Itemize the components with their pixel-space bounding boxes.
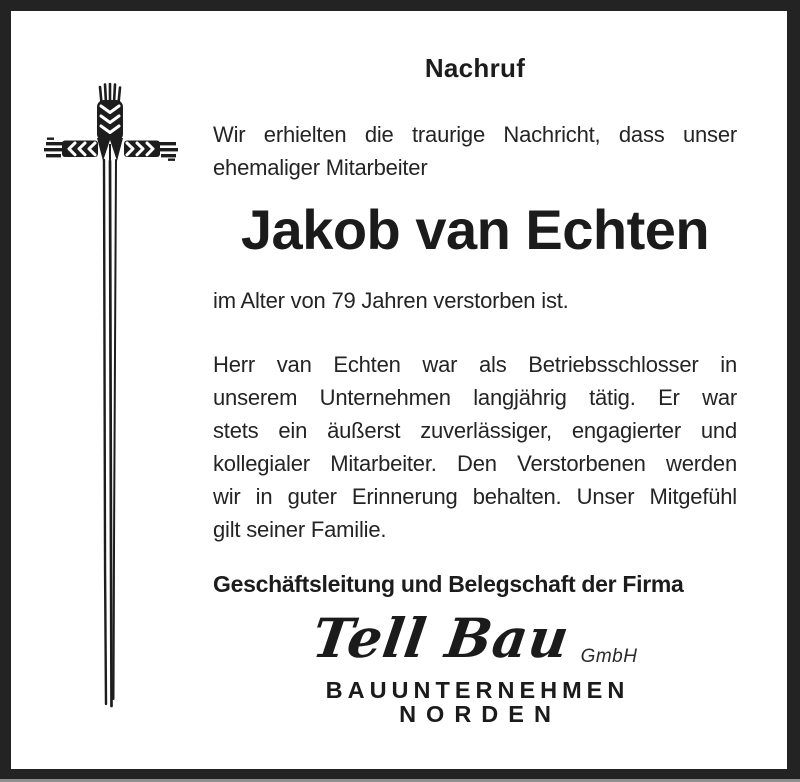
tribute-line: wir in guter Erinnerung behalten. Unser Mitgefühl xyxy=(213,484,737,509)
company-legal-form: GmbH xyxy=(580,646,638,667)
tribute-line: gilt seiner Familie. xyxy=(213,517,387,542)
intro-paragraph xyxy=(213,118,737,184)
intro-line: Wir erhielten die traurige Nachricht, dass unser xyxy=(213,122,737,147)
wheat-cross-icon xyxy=(40,82,182,710)
frame-border-left xyxy=(0,0,11,782)
frame-border-right xyxy=(787,0,800,782)
tribute-line: Herr van Echten war als Betriebsschlosser in xyxy=(213,352,737,377)
tribute-line: kollegialer Mitarbeiter. Den Verstorbenen werden xyxy=(213,451,737,476)
frame-border-bottom xyxy=(0,769,800,779)
tribute-line: stets ein äußerst zuverlässiger, engagierter und xyxy=(213,418,737,443)
closing-line: Geschäftsleitung und Belegschaft der Firma xyxy=(213,571,684,597)
company-logo xyxy=(213,608,737,668)
frame-border-top xyxy=(0,0,800,11)
company-descriptor: BAUUNTERNEHMEN xyxy=(325,677,630,703)
intro-line: ehemaliger Mitarbeiter xyxy=(213,155,428,180)
company-city: NORDEN xyxy=(399,701,561,727)
tribute-line: unserem Unternehmen langjährig tätig. Er war xyxy=(213,385,737,410)
notice-title: Nachruf xyxy=(424,53,526,83)
deceased-name: Jakob van Echten xyxy=(240,198,710,261)
tribute-paragraph xyxy=(213,348,737,546)
company-logo-script: Tell Bau xyxy=(308,606,574,670)
age-line: im Alter von 79 Jahren verstorben ist. xyxy=(213,288,569,313)
